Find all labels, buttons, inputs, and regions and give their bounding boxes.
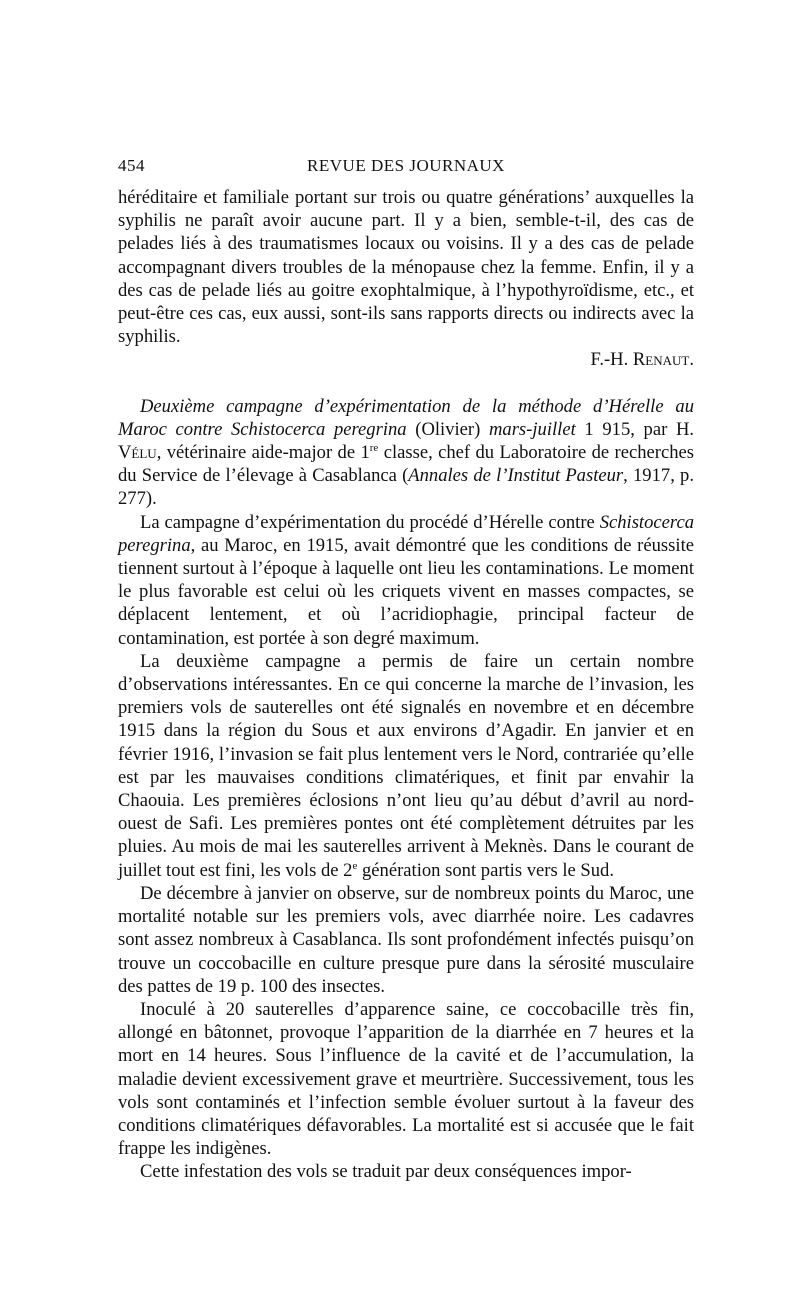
page-header	[118, 156, 694, 182]
page-number: 454	[118, 156, 145, 175]
previous-review-signature-line	[118, 348, 694, 371]
article-title: Deuxième campagne d’expérimentation de la méthode d’Hérelle au Maroc contre Schistocerca peregrina	[118, 395, 694, 440]
article-species-author: (Olivier)	[406, 418, 489, 440]
body-text	[118, 186, 694, 1184]
paragraph-4: Inoculé à 20 sauterelles d’apparence saine, ce coccobacille très fin, allongé en bâtonnet, provoque l’apparition de la diarrhée en 7 heures et la mort en 14 heures. Sous l’influence de la cavité et de l’accumulation, la maladie devient excessivement grave et meurtrière. Successivement, tous les vols sont contaminés et l’infection semble évoluer surtout à la faveur des conditions climatériques défavorables. La mortalité est si accusée que le fait frappe les indigènes.	[118, 998, 694, 1160]
article-citation: , 1917, p. 277).	[118, 465, 694, 510]
paragraph-3: De décembre à janvier on observe, sur de nombreux points du Maroc, une mortalité notable sur les premiers vols, avec diarrhée noire. Les cadavres sont assez nombreux à Casablanca. Ils sont profondément infectés puisqu’on trouve un coccobacille en culture presque pure dans la sérosité musculaire des pattes de 19 p. 100 des insectes.	[118, 882, 694, 997]
previous-review-text: héréditaire et familiale portant sur trois ou quatre générations’ auxquelles la syphilis ne paraît avoir aucune part. Il y a bien, semble-t-il, des cas de pelades liés à des traumatismes locaux ou voisins. Il y a des cas de pelade accompagnant divers troubles de la ménopause chez la femme. Enfin, il y a des cas de pelade liés au goitre exophtalmique, à l’hypothyroïdisme, etc., et peut-être ces cas, eux aussi, sont-ils sans rapports directs ou indirects avec la syphilis.	[118, 187, 694, 348]
reviewer-signature: F.-H. Renaut.	[590, 349, 694, 371]
paragraph-2-b: génération sont partis vers le Sud.	[357, 859, 615, 881]
article-author: H. Vélu	[118, 418, 695, 464]
paragraph-1	[118, 511, 694, 650]
running-title: REVUE DES JOURNAUX	[307, 156, 505, 175]
paragraph-1-b: , au Maroc, en 1915, avait démontré que les conditions de réussite tiennent surtout à l’époque à laquelle ont lieu les contaminations. Le moment le plus favorable est celui où les criquets vivent en masses compactes, se déplacent lentement, et où l’acridiophagie, principal facteur de contamination, est portée à son degré maximum.	[118, 534, 694, 649]
article-year: 1 915, par	[575, 418, 676, 440]
article-author-title-sup: re	[369, 441, 379, 454]
article-dates: mars-juillet	[488, 418, 576, 440]
paragraph-5: Cette infestation des vols se traduit par deux conséquences impor-	[140, 1161, 632, 1183]
paragraph-2	[118, 650, 694, 882]
paragraph-2-a: La deuxième campagne a permis de faire un certain nombre d’observations intéressantes. En ce qui concerne la marche de l’invasion, les premiers vols de sauterelles ont été signalés en novembre et en décembre 1915 dans la région du Sous et aux environs d’Agadir. En janvier et en février 1916, l’invasion se fait plus lentement vers le Nord, contrariée qu’elle est par les mauvaises conditions climatériques, et finit par envahir la Chaouia. Les premières éclosions n’ont lieu qu’au début d’avril au nord-ouest de Safi. Les premières pontes ont été complètement détruites par les pluies. Au mois de mai les sauterelles arrivent à Meknès. Dans le courant de juillet tout est fini, les vols de 2	[118, 650, 694, 881]
article-author-title-b: classe, chef du Laboratoire de recherches du Service de l’élevage à Casablanca (	[118, 442, 695, 487]
article-author-title-a: , vétérinaire aide-major de 1	[156, 442, 370, 464]
paragraph-2-sup: e	[352, 859, 358, 872]
article-heading	[118, 395, 694, 511]
journal-name: Annales de l’Institut Pasteur	[408, 465, 624, 487]
paragraph-1-species: Schistocerca peregrina	[118, 511, 694, 556]
paragraph-1-a: La campagne d’expérimentation du procédé d’Hérelle contre	[140, 511, 600, 533]
